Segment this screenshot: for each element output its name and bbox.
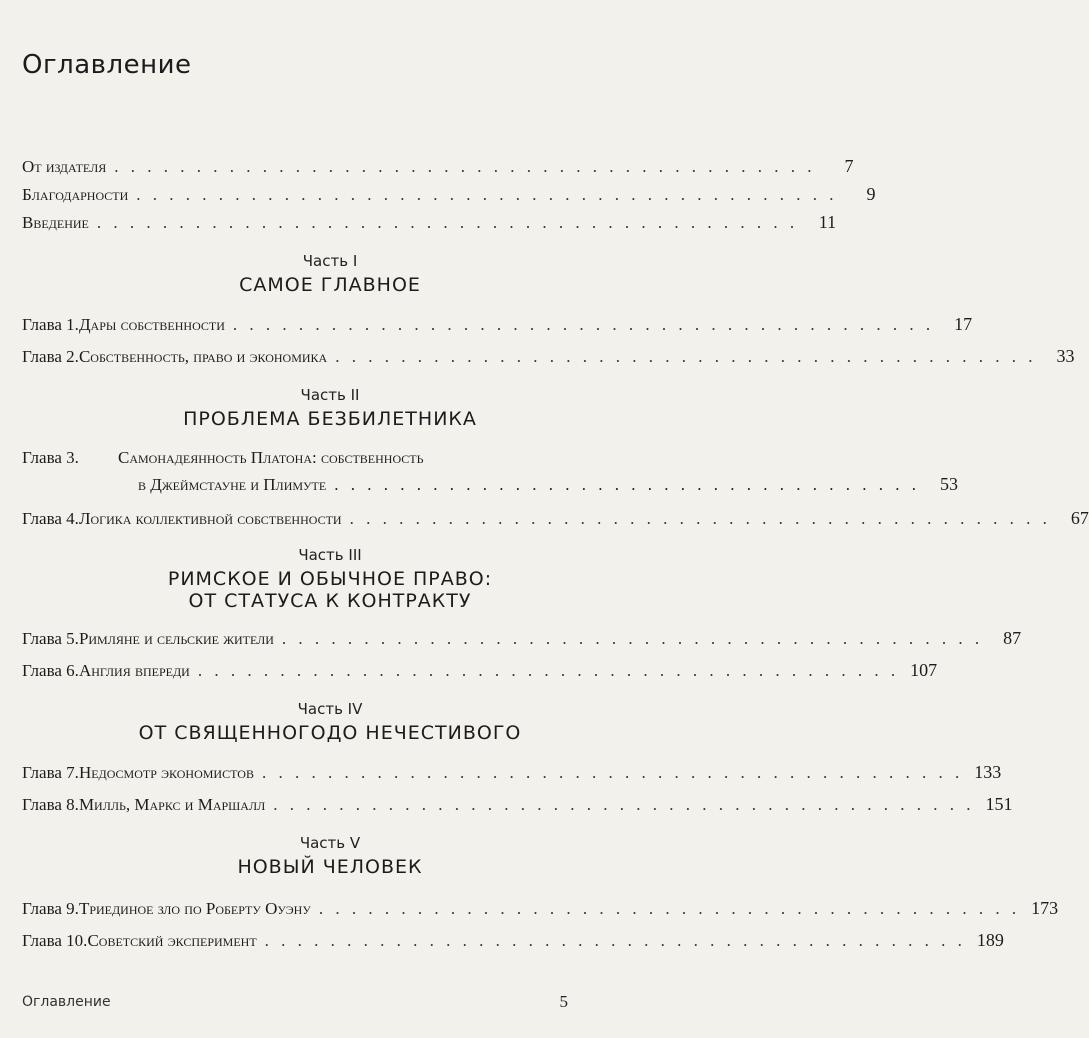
leader-dots: . . . . . . . . . . . . . . . . . . . . . . . . . . . . . . . . . . . . . . . . . . . bbox=[318, 899, 1021, 918]
leader-dots: . . . . . . . . . . . . . . . . . . . . . . . . . . . . . . . . . . . . . . . . . . . bbox=[281, 629, 984, 648]
chapter-label: Глава 7. bbox=[22, 763, 79, 782]
part-title-line2: ОТ СТАТУСА К КОНТРАКТУ bbox=[188, 590, 472, 612]
entry-page: 107 bbox=[910, 660, 938, 680]
toc-entry[interactable] bbox=[22, 508, 1089, 534]
entry-page: 9 bbox=[866, 184, 876, 204]
entry-page: 87 bbox=[1003, 628, 1022, 648]
chapter-label: Глава 5. bbox=[22, 629, 79, 648]
part-label: Часть V bbox=[299, 834, 361, 852]
part-label: Часть IV bbox=[297, 700, 363, 718]
leader-dots: . . . . . . . . . . . . . . . . . . . . . . . . . . . . . . . . . . . . . . . . . . . bbox=[232, 315, 935, 334]
chapter-label: Глава 3. bbox=[22, 448, 79, 467]
part-label: Часть III bbox=[298, 546, 362, 564]
part-title: САМОЕ ГЛАВНОЕ bbox=[239, 274, 421, 296]
part-label: Часть I bbox=[302, 252, 358, 270]
part-title-line1: РИМСКОЕ И ОБЫЧНОЕ ПРАВО: bbox=[167, 568, 493, 590]
page-number: 5 bbox=[559, 992, 568, 1011]
leader-dots: . . . . . . . . . . . . . . . . . . . . . . . . . . . . . . . . . . . . . . . . . . . bbox=[261, 763, 964, 782]
entry-page: 151 bbox=[985, 794, 1013, 814]
part-title: ПРОБЛЕМА БЕЗБИЛЕТНИКА bbox=[183, 408, 477, 430]
chapter-label: Глава 1. bbox=[22, 315, 79, 334]
entry-title-line1: Самонадеянность Платона: собственность bbox=[118, 448, 424, 467]
entry-title: Триединое зло по Роберту Оуэну bbox=[78, 899, 311, 918]
leader-dots: . . . . . . . . . . . . . . . . . . . . . . . . . . . . . . . . . . . . . . . . . . . bbox=[335, 347, 1037, 366]
chapter-label: Глава 2. bbox=[22, 347, 79, 366]
toc-entry[interactable] bbox=[22, 184, 876, 210]
entry-title: Англия впереди bbox=[78, 661, 190, 680]
entry-title: Введение bbox=[22, 213, 89, 232]
toc-entry[interactable] bbox=[22, 794, 1013, 820]
entry-title-line2: в Джеймстауне и Плимуте bbox=[138, 475, 327, 494]
entry-page: 33 bbox=[1056, 346, 1075, 366]
entry-title: Советский эксперимент bbox=[87, 931, 257, 950]
leader-dots: . . . . . . . . . . . . . . . . . . . . . . . . . . . . . . . . . . . . . . . . . . . bbox=[264, 931, 966, 950]
entry-title: Собственность, право и экономика bbox=[78, 347, 328, 366]
entry-page: 173 bbox=[1031, 898, 1059, 918]
entry-page: 11 bbox=[818, 212, 837, 232]
toc-entry[interactable] bbox=[22, 660, 938, 686]
entry-title: Благодарности bbox=[22, 185, 129, 204]
toc-entry[interactable] bbox=[22, 314, 973, 340]
toc-entry[interactable] bbox=[22, 898, 1059, 924]
entry-title: Милль, Маркс и Маршалл bbox=[78, 795, 266, 814]
entry-page: 7 bbox=[844, 156, 854, 176]
toc-entry[interactable] bbox=[22, 346, 1075, 372]
toc-entry[interactable] bbox=[22, 448, 958, 502]
running-footer: Оглавление bbox=[22, 994, 111, 1010]
entry-title: От издателя bbox=[22, 157, 107, 176]
entry-title: Дары собственности bbox=[78, 315, 225, 334]
toc-entry[interactable] bbox=[22, 156, 854, 182]
toc-entry[interactable] bbox=[22, 930, 1004, 956]
leader-dots: . . . . . . . . . . . . . . . . . . . . . . . . . . . . . . . . . . . . . . . . . . . bbox=[136, 185, 838, 204]
leader-dots: . . . . . . . . . . . . . . . . . . . . . . . . . . . . . . . . . . . . . . . . . . . bbox=[197, 661, 900, 680]
entry-title: Римляне и сельские жители bbox=[78, 629, 274, 648]
leader-dots: . . . . . . . . . . . . . . . . . . . . . . . . . . . . . . . . . . . . . . . . . . . bbox=[273, 795, 975, 814]
chapter-label: Глава 9. bbox=[22, 899, 79, 918]
part-title: ОТ СВЯЩЕННОГОДО НЕЧЕСТИВОГО bbox=[138, 722, 522, 744]
chapter-label: Глава 6. bbox=[22, 661, 79, 680]
part-label: Часть II bbox=[300, 386, 360, 404]
leader-dots: . . . . . . . . . . . . . . . . . . . . . . . . . . . . . . . . . . . . . . . . . . . bbox=[96, 213, 799, 232]
leader-dots: . . . . . . . . . . . . . . . . . . . . . . . . . . . . . . . . . . . . . . . . . . . bbox=[114, 157, 816, 176]
entry-page: 189 bbox=[976, 930, 1004, 950]
toc-entry[interactable] bbox=[22, 762, 1002, 788]
entry-page: 67 bbox=[1070, 508, 1089, 528]
leader-dots: . . . . . . . . . . . . . . . . . . . . . . . . . . . . . . . . . . . . bbox=[334, 475, 920, 494]
toc-entry[interactable] bbox=[22, 212, 837, 238]
leader-dots: . . . . . . . . . . . . . . . . . . . . . . . . . . . . . . . . . . . . . . . . . . . bbox=[349, 509, 1051, 528]
chapter-label: Глава 8. bbox=[22, 795, 79, 814]
entry-title: Логика коллективной собственности bbox=[78, 509, 342, 528]
chapter-label: Глава 4. bbox=[22, 509, 79, 528]
entry-title: Недосмотр экономистов bbox=[78, 763, 254, 782]
entry-page: 53 bbox=[939, 474, 958, 494]
page-title: Оглавление bbox=[22, 50, 192, 80]
part-title: НОВЫЙ ЧЕЛОВЕК bbox=[237, 856, 423, 878]
toc-entry[interactable] bbox=[22, 628, 1022, 654]
chapter-label: Глава 10. bbox=[22, 931, 88, 950]
entry-page: 133 bbox=[974, 762, 1002, 782]
entry-page: 17 bbox=[954, 314, 973, 334]
